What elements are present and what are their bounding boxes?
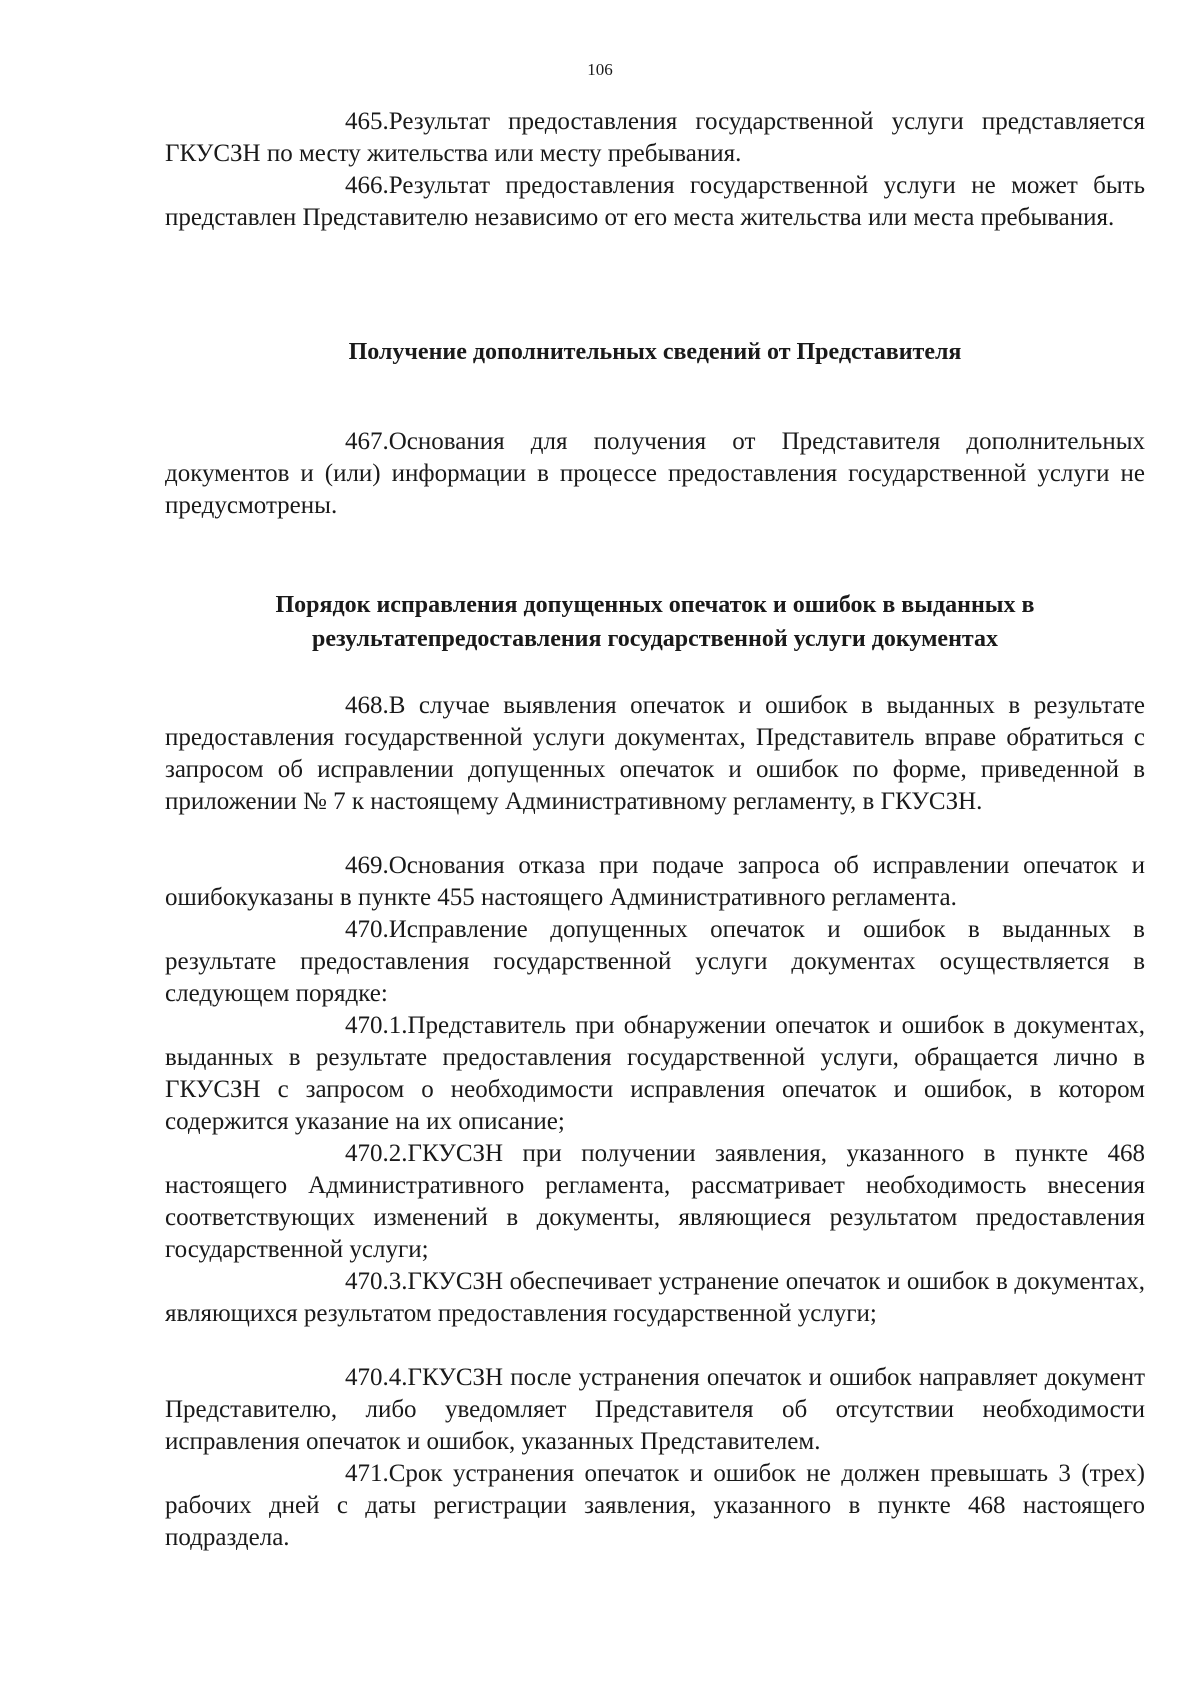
section-heading-line: результатепредоставления государственной услуги документах — [312, 626, 998, 652]
paragraph-465 — [165, 106, 1145, 170]
paragraph-number: 470.2. — [345, 1140, 408, 1167]
paragraph-number: 470.1. — [345, 1012, 408, 1039]
paragraph-466 — [165, 170, 1145, 234]
paragraph-470-3 — [165, 1266, 1145, 1330]
section-heading: Получение дополнительных сведений от Представителя — [348, 339, 962, 365]
paragraph-text: Основания отказа при подаче запроса об исправлении опечаток и ошибокуказаны в пункте 455 настоящего Административного регламента. — [165, 852, 1145, 911]
paragraph-text: Срок устранения опечаток и ошибок не должен превышать 3 (трех) рабочих дней с даты регистрации заявления, указанного в пункте 468 настоящего подраздела. — [165, 1460, 1145, 1551]
paragraph-468 — [165, 690, 1145, 818]
paragraph-number: 468. — [345, 692, 389, 719]
paragraph-470 — [165, 914, 1145, 1010]
paragraph-number: 470. — [345, 916, 389, 943]
paragraph-text: Результат предоставления государственной услуги представляется ГКУСЗН по месту жительства или месту пребывания. — [165, 108, 1145, 167]
section-heading-line: Порядок исправления допущенных опечаток и ошибок в выданных в — [275, 592, 1035, 618]
paragraph-number: 471. — [345, 1460, 389, 1487]
paragraph-number: 469. — [345, 852, 389, 879]
paragraph-471 — [165, 1458, 1145, 1554]
paragraph-text: В случае выявления опечаток и ошибок в выданных в результате предоставления государственной услуги документах, Представитель вправе обратиться с запросом об исправлении допущенных опечаток и ошибок по форме, приведенной в приложении № 7 к настоящему Административному регламенту, в ГКУСЗН. — [165, 692, 1145, 815]
paragraph-text: Исправление допущенных опечаток и ошибок в выданных в результате предоставления государственной услуги документах осуществляется в следующем порядке: — [165, 916, 1145, 1007]
paragraph-text: ГКУСЗН обеспечивает устранение опечаток и ошибок в документах, являющихся результатом предоставления государственной услуги; — [165, 1268, 1145, 1327]
paragraph-469 — [165, 850, 1145, 914]
paragraph-number: 470.3. — [345, 1268, 408, 1295]
paragraph-470-1 — [165, 1010, 1145, 1138]
paragraph-text: ГКУСЗН при получении заявления, указанного в пункте 468 настоящего Административного регламента, рассматривает необходимость внесения соответствующих изменений в документы, являющиеся результатом предоставления государственной услуги; — [165, 1140, 1145, 1263]
paragraph-number: 465. — [345, 108, 389, 135]
paragraph-470-4 — [165, 1362, 1145, 1458]
paragraph-number: 470.4. — [345, 1364, 408, 1391]
paragraph-number: 467. — [345, 428, 389, 455]
paragraph-text: Основания для получения от Представителя дополнительных документов и (или) информации в процессе предоставления государственной услуги не предусмотрены. — [165, 428, 1145, 519]
paragraph-467 — [165, 426, 1145, 522]
paragraph-text: ГКУСЗН после устранения опечаток и ошибок направляет документ Представителю, либо уведомляет Представителя об отсутствии необходимости исправления опечаток и ошибок, указанных Представителем. — [165, 1364, 1145, 1455]
paragraph-text: Результат предоставления государственной услуги не может быть представлен Представителю независимо от его места жительства или места пребывания. — [165, 172, 1145, 231]
page-number: 106 — [587, 60, 613, 79]
paragraph-470-2 — [165, 1138, 1145, 1266]
section-heading — [165, 588, 1145, 656]
paragraph-text: Представитель при обнаружении опечаток и ошибок в документах, выданных в результате предоставления государственной услуги, обращается лично в ГКУСЗН с запросом о необходимости исправления опечаток и ошибок, в котором содержится указание на их описание; — [165, 1012, 1145, 1135]
paragraph-number: 466. — [345, 172, 389, 199]
